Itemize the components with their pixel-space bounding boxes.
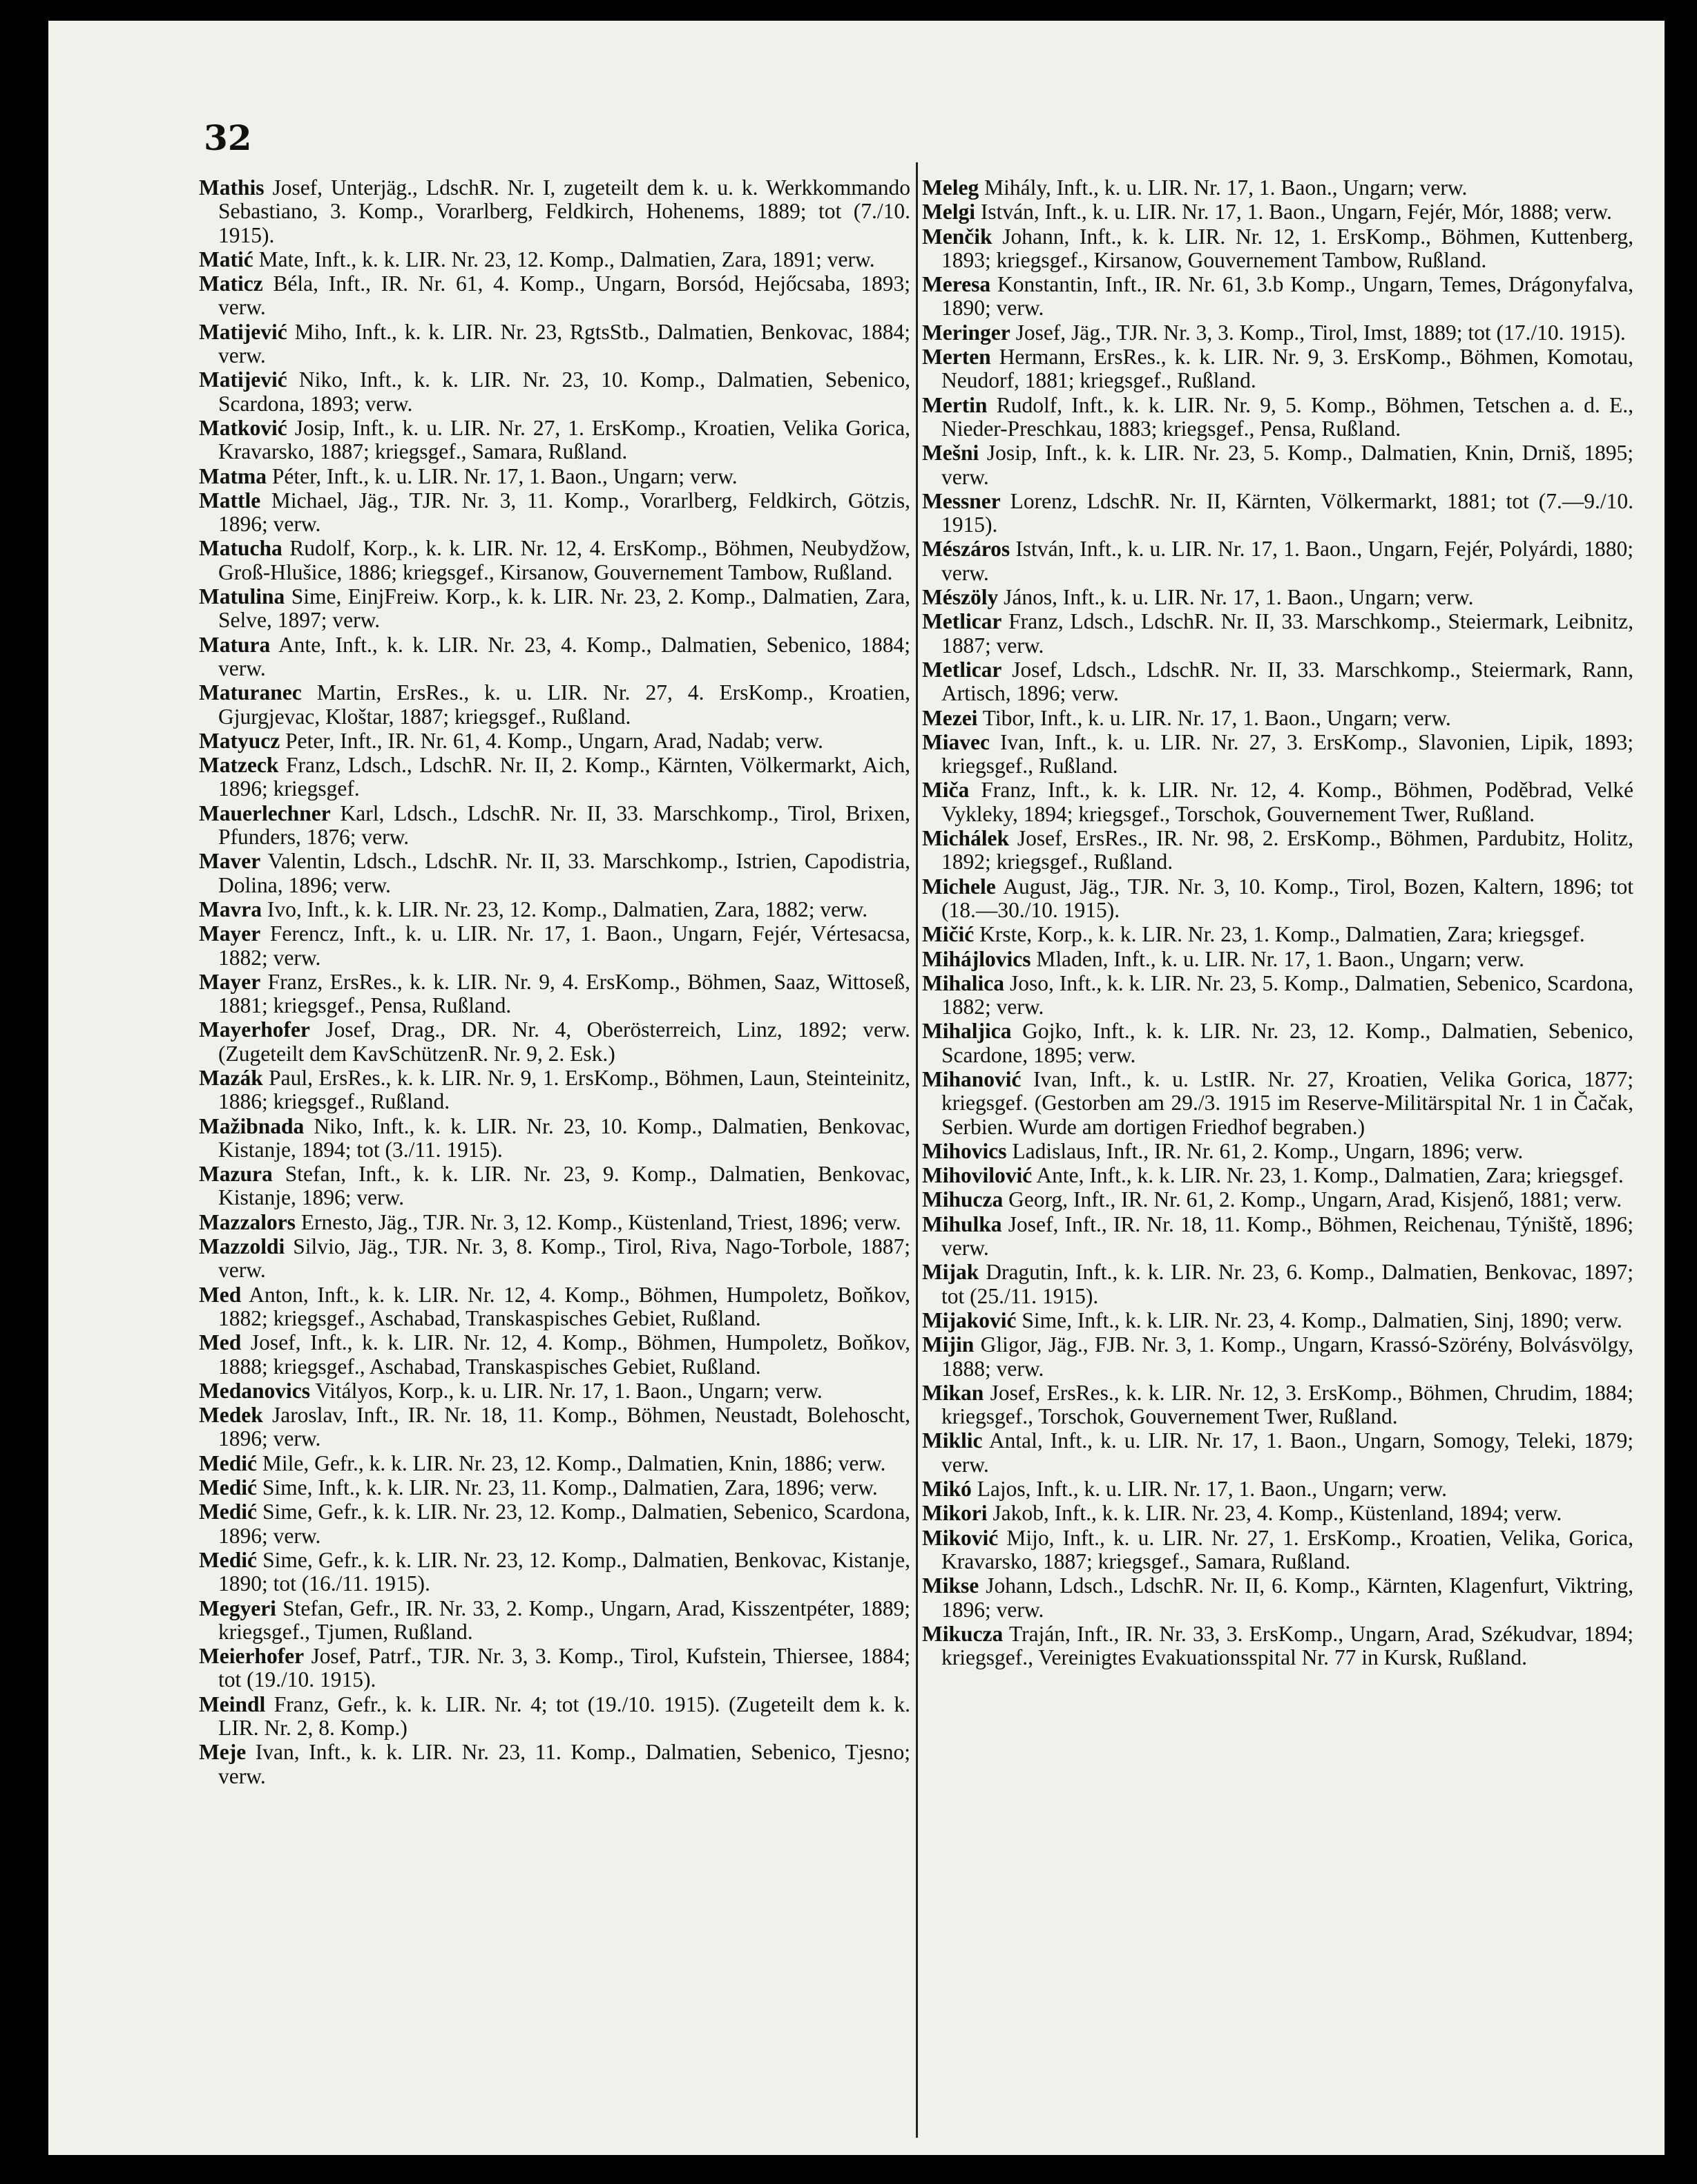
entry-details: Mladen, Inft., k. u. LIR. Nr. 17, 1. Baon., Ungarn; verw.	[1036, 946, 1524, 971]
entry-details: Niko, Inft., k. k. LIR. Nr. 23, 10. Komp., Dalmatien, Benkovac, Kistanje, 1894; tot (3./11. 1915).	[218, 1113, 910, 1162]
entry-details: Josip, Inft., k. u. LIR. Nr. 27, 1. ErsKomp., Kroatien, Velika Gorica, Kravarsko, 1887; kriegsgef., Samara, Rußland.	[218, 415, 911, 464]
entry-surname: Meindl	[199, 1692, 266, 1716]
entry-details: Ante, Inft., k. k. LIR. Nr. 23, 1. Komp., Dalmatien, Zara; kriegsgef.	[1036, 1163, 1624, 1188]
register-entry	[199, 850, 910, 897]
entry-details: Miho, Inft., k. k. LIR. Nr. 23, RgtsStb., Dalmatien, Benkovac, 1884; verw.	[218, 319, 910, 368]
register-entry	[199, 1549, 910, 1596]
entry-details: Paul, ErsRes., k. k. LIR. Nr. 9, 1. ErsKomp., Böhmen, Laun, Steinteinitz, 1886; kriegsgef., Rußland.	[218, 1065, 910, 1114]
entry-details: Josef, Patrf., TJR. Nr. 3, 3. Komp., Tirol, Kufstein, Thiersee, 1884; tot (19./10. 1915).	[218, 1644, 910, 1692]
entry-surname: Mészöly	[922, 585, 999, 610]
register-entry	[199, 272, 910, 320]
entry-details: Johann, Inft., k. k. LIR. Nr. 12, 1. ErsKomp., Böhmen, Kuttenberg, 1893; kriegsgef., Kirsanow, Gouvernement Tambow, Rußland.	[941, 224, 1633, 272]
register-entry	[922, 345, 1633, 393]
register-entry	[199, 898, 910, 921]
entry-details: Rudolf, Korp., k. k. LIR. Nr. 12, 4. ErsKomp., Böhmen, Neubydžow, Groß-Hlušice, 1886; kriegsgef., Kirsanow, Gouvernement Tambow, Rußland.	[218, 536, 910, 584]
register-entry	[199, 585, 910, 633]
register-entry	[922, 1164, 1633, 1187]
register-entry	[922, 1140, 1633, 1163]
entry-details: Gojko, Inft., k. k. LIR. Nr. 23, 12. Komp., Dalmatien, Sebenico, Scardone, 1895; verw.	[941, 1019, 1634, 1067]
register-entry	[922, 176, 1633, 200]
entry-details: Mihály, Inft., k. u. LIR. Nr. 17, 1. Baon., Ungarn; verw.	[984, 175, 1468, 200]
entry-details: Lajos, Inft., k. u. LIR. Nr. 17, 1. Baon., Ungarn; verw.	[977, 1477, 1447, 1502]
entry-details: Josef, ErsRes., IR. Nr. 98, 2. ErsKomp., Böhmen, Pardubitz, Holitz, 1892; kriegsgef., Rußland.	[941, 826, 1634, 874]
register-entry	[199, 1476, 910, 1500]
entry-surname: Mihaljica	[922, 1019, 1012, 1044]
entry-surname: Mauerlechner	[199, 801, 331, 825]
entry-surname: Mikó	[922, 1477, 972, 1502]
register-entry	[199, 416, 910, 464]
entry-surname: Mazák	[199, 1065, 263, 1090]
entry-details: Josef, Inft., k. k. LIR. Nr. 12, 4. Komp., Böhmen, Humpoletz, Boňkov, 1888; kriegsgef., Aschabad, Transkaspisches Gebiet, Rußland.	[218, 1330, 911, 1379]
entry-details: Sime, Inft., k. k. LIR. Nr. 23, 11. Komp., Dalmatien, Zara, 1896; verw.	[262, 1475, 878, 1500]
entry-surname: Miavec	[922, 729, 990, 754]
register-entry	[922, 778, 1633, 826]
entry-details: Hermann, ErsRes., k. k. LIR. Nr. 9, 3. ErsKomp., Böhmen, Komotau, Neudorf, 1881; kriegsgef., Rußland.	[941, 345, 1634, 393]
register-entry	[922, 1333, 1633, 1381]
register-entry	[199, 1597, 910, 1645]
register-entry	[199, 1500, 910, 1548]
entry-surname: Matzeck	[199, 753, 279, 778]
register-entry	[199, 802, 910, 850]
entry-surname: Matyucz	[199, 728, 280, 753]
entry-details: Josef, Ldsch., LdschR. Nr. II, 33. Marschkomp., Steiermark, Rann, Artisch, 1896; verw.	[941, 657, 1634, 706]
entry-surname: Matić	[199, 247, 253, 271]
entry-surname: Menčik	[922, 224, 993, 249]
register-entry	[922, 658, 1633, 706]
entry-details: Mate, Inft., k. k. LIR. Nr. 23, 12. Komp., Dalmatien, Zara, 1891; verw.	[258, 247, 875, 271]
entry-details: Sime, Inft., k. k. LIR. Nr. 23, 4. Komp., Dalmatien, Sinj, 1890; verw.	[1022, 1307, 1622, 1332]
entry-details: Mijo, Inft., k. u. LIR. Nr. 27, 1. ErsKomp., Kroatien, Velika, Gorica, Kravarsko, 1887; kriegsgef., Samara, Rußland.	[941, 1525, 1633, 1573]
entry-details: Josef, Unterjäg., LdschR. Nr. I, zugeteilt dem k. u. k. Werkkommando Sebastiano, 3. Komp., Vorarlberg, Feldkirch, Hohenems, 1889; tot (7./10. 1915).	[218, 175, 911, 247]
entry-surname: Matura	[199, 632, 271, 657]
entry-surname: Mihulka	[922, 1211, 1002, 1236]
entry-details: Stefan, Gefr., IR. Nr. 33, 2. Komp., Ungarn, Arad, Kisszentpéter, 1889; kriegsgef., Tjumen, Rußland.	[218, 1596, 910, 1644]
register-entry	[922, 273, 1633, 320]
register-entry	[199, 465, 910, 488]
page-number: 32	[204, 117, 252, 158]
entry-surname: Michálek	[922, 826, 1009, 851]
register-entry	[922, 948, 1633, 971]
register-entry	[199, 489, 910, 537]
entry-surname: Mazzoldi	[199, 1234, 285, 1259]
entry-surname: Michele	[922, 874, 996, 899]
register-entry	[199, 729, 910, 753]
entry-details: August, Jäg., TJR. Nr. 3, 10. Komp., Tirol, Bozen, Kaltern, 1896; tot (18.—30./10. 1915).	[941, 874, 1633, 922]
entry-details: Péter, Inft., k. u. LIR. Nr. 17, 1. Baon., Ungarn; verw.	[271, 463, 738, 488]
entry-surname: Mavra	[199, 897, 262, 921]
entry-surname: Meresa	[922, 272, 991, 297]
entry-details: Dragutin, Inft., k. k. LIR. Nr. 23, 6. Komp., Dalmatien, Benkovac, 1897; tot (25./11. 1915).	[941, 1260, 1634, 1308]
register-entry	[199, 681, 910, 729]
register-entry	[922, 1213, 1633, 1261]
register-entry	[199, 1645, 910, 1692]
register-entry	[922, 1477, 1633, 1501]
entry-surname: Mikse	[922, 1573, 979, 1598]
entry-details: Ladislaus, Inft., IR. Nr. 61, 2. Komp., Ungarn, 1896; verw.	[1012, 1138, 1524, 1163]
entry-surname: Mayer	[199, 921, 261, 946]
register-entry	[922, 1622, 1633, 1670]
entry-surname: Mikucza	[922, 1621, 1004, 1646]
register-entry	[922, 1429, 1633, 1477]
entry-surname: Matković	[199, 415, 287, 440]
entry-details: Anton, Inft., k. k. LIR. Nr. 12, 4. Komp., Böhmen, Humpoletz, Boňkov, 1882; kriegsgef., Aschabad, Transkaspisches Gebiet, Rußland.	[218, 1282, 910, 1330]
entry-surname: Mayer	[199, 969, 261, 994]
entry-surname: Mathis	[199, 175, 265, 200]
register-entry	[199, 176, 910, 247]
register-entry	[922, 972, 1633, 1019]
entry-details: Lorenz, LdschR. Nr. II, Kärnten, Völkermarkt, 1881; tot (7.—9./10. 1915).	[941, 488, 1633, 537]
register-entry	[922, 610, 1633, 658]
entry-surname: Mičić	[922, 922, 975, 947]
entry-surname: Medek	[199, 1403, 263, 1428]
entry-details: Gligor, Jäg., FJB. Nr. 3, 1. Komp., Ungarn, Krassó-Szörény, Bolvásvölgy, 1888; verw.	[941, 1332, 1633, 1381]
entry-surname: Medić	[199, 1475, 257, 1500]
register-entry	[922, 1526, 1633, 1574]
register-entry	[922, 225, 1633, 273]
entry-details: Franz, Ldsch., LdschR. Nr. II, 2. Komp., Kärnten, Völkermarkt, Aich, 1896; kriegsgef.	[218, 753, 911, 801]
entry-surname: Melgi	[922, 200, 975, 224]
entry-details: Franz, ErsRes., k. k. LIR. Nr. 9, 4. ErsKomp., Böhmen, Saaz, Wittoseß, 1881; kriegsgef., Pensa, Rußland.	[218, 969, 911, 1018]
entry-details: Josef, Drag., DR. Nr. 4, Oberösterreich, Linz, 1892; verw. (Zugeteilt dem KavSchützenR. Nr. 9, 2. Esk.)	[218, 1017, 910, 1066]
register-entry	[922, 707, 1633, 730]
entry-surname: Meierhofer	[199, 1644, 305, 1669]
entry-details: Ivo, Inft., k. k. LIR. Nr. 23, 12. Komp., Dalmatien, Zara, 1882; verw.	[267, 897, 868, 921]
entry-details: Ferencz, Inft., k. u. LIR. Nr. 17, 1. Baon., Ungarn, Fejér, Vértesacsa, 1882; verw.	[218, 921, 911, 970]
entry-surname: Medić	[199, 1450, 257, 1475]
register-entry	[199, 1162, 910, 1210]
entry-details: Sime, EinjFreiw. Korp., k. k. LIR. Nr. 23, 2. Komp., Dalmatien, Zara, Selve, 1897; verw.	[218, 584, 910, 633]
register-entry	[199, 248, 910, 271]
entry-details: Franz, Inft., k. k. LIR. Nr. 12, 4. Komp., Böhmen, Poděbrad, Velké Vykleky, 1894; kriegsgef., Torschok, Gouvernement Twer, Rußland.	[941, 778, 1634, 826]
entry-details: Franz, Gefr., k. k. LIR. Nr. 4; tot (19./10. 1915). (Zugeteilt dem k. k. LIR. Nr. 2, 8. Komp.)	[218, 1692, 911, 1740]
entry-surname: Merten	[922, 345, 991, 370]
entry-details: Martin, ErsRes., k. u. LIR. Nr. 27, 4. ErsKomp., Kroatien, Gjurgjevac, Kloštar, 1887; kriegsgef., Rußland.	[218, 680, 910, 729]
entry-details: Josef, ErsRes., k. k. LIR. Nr. 12, 3. ErsKomp., Böhmen, Chrudim, 1884; kriegsgef., Torschok, Gouvernement Twer, Rußland.	[941, 1380, 1633, 1429]
register-entry	[199, 368, 910, 416]
register-entry	[922, 321, 1633, 345]
register-entry	[922, 1261, 1633, 1308]
entry-details: Traján, Inft., IR. Nr. 33, 3. ErsKomp., Ungarn, Arad, Székudvar, 1894; kriegsgef., Vereinigtes Evakuationsspital Nr. 77 in Kursk, Rußland.	[941, 1621, 1633, 1670]
entry-details: Ante, Inft., k. k. LIR. Nr. 23, 4. Komp., Dalmatien, Sebenico, 1884; verw.	[218, 632, 910, 680]
entry-details: Josef, Jäg., TJR. Nr. 3, 3. Komp., Tirol, Imst, 1889; tot (17./10. 1915).	[1015, 320, 1626, 345]
entry-details: Joso, Inft., k. k. LIR. Nr. 23, 5. Komp., Dalmatien, Sebenico, Scardona, 1882; verw.	[941, 970, 1634, 1019]
register-entry	[922, 586, 1633, 609]
entry-surname: Medić	[199, 1500, 257, 1524]
entry-details: István, Inft., k. u. LIR. Nr. 17, 1. Baon., Ungarn, Fejér, Polyárdi, 1880; verw.	[941, 537, 1634, 585]
entry-details: Rudolf, Inft., k. k. LIR. Nr. 9, 5. Komp., Böhmen, Tetschen a. d. E., Nieder-Preschkau, 1883; kriegsgef., Pensa, Rußland.	[941, 392, 1633, 441]
entry-details: Krste, Korp., k. k. LIR. Nr. 23, 1. Komp., Dalmatien, Zara; kriegsgef.	[979, 922, 1585, 947]
entry-surname: Mijaković	[922, 1307, 1017, 1332]
register-entry	[199, 1331, 910, 1379]
register-entry	[199, 1283, 910, 1331]
entry-surname: Mazura	[199, 1162, 273, 1187]
register-entry	[199, 1693, 910, 1741]
entry-surname: Meje	[199, 1740, 247, 1765]
register-entry	[199, 754, 910, 801]
entry-details: János, Inft., k. u. LIR. Nr. 17, 1. Baon., Ungarn; verw.	[1004, 585, 1474, 610]
register-entry	[199, 922, 910, 970]
register-entry	[199, 1379, 910, 1403]
entry-details: Josef, Inft., IR. Nr. 18, 11. Komp., Böhmen, Reichenau, Týniště, 1896; verw.	[941, 1211, 1633, 1261]
entry-surname: Maver	[199, 849, 261, 874]
register-entry	[922, 537, 1633, 585]
register-entry	[199, 537, 910, 584]
entry-details: Peter, Inft., IR. Nr. 61, 4. Komp., Ungarn, Arad, Nadab; verw.	[285, 728, 823, 753]
entry-details: Josip, Inft., k. k. LIR. Nr. 23, 5. Komp., Dalmatien, Knin, Drniš, 1895; verw.	[941, 441, 1634, 489]
register-entry	[199, 1066, 910, 1114]
entry-surname: Matulina	[199, 584, 285, 609]
entry-surname: Mihanović	[922, 1066, 1022, 1091]
entry-details: Tibor, Inft., k. u. LIR. Nr. 17, 1. Baon., Ungarn; verw.	[982, 705, 1451, 730]
register-entry	[922, 827, 1633, 874]
entry-surname: Maturanec	[199, 680, 302, 705]
entry-surname: Mihovics	[922, 1138, 1007, 1163]
entry-details: Johann, Ldsch., LdschR. Nr. II, 6. Komp., Kärnten, Klagenfurt, Viktring, 1896; verw.	[941, 1573, 1634, 1622]
register-entry	[199, 1211, 910, 1234]
entry-surname: Med	[199, 1330, 242, 1355]
entry-details: Konstantin, Inft., IR. Nr. 61, 3.b Komp., Ungarn, Temes, Drágonyfalva, 1890; verw.	[941, 272, 1633, 320]
entry-surname: Mijak	[922, 1260, 979, 1285]
entry-surname: Miča	[922, 778, 970, 803]
entry-details: Georg, Inft., IR. Nr. 61, 2. Komp., Ungarn, Arad, Kisjenő, 1881; verw.	[1008, 1187, 1622, 1212]
entry-surname: Mezei	[922, 705, 978, 730]
register-entry	[922, 1574, 1633, 1622]
entry-surname: Mikan	[922, 1380, 984, 1405]
register-entry	[922, 875, 1633, 923]
entry-surname: Maticz	[199, 271, 263, 296]
register-entry	[922, 1309, 1633, 1332]
entry-surname: Megyeri	[199, 1596, 276, 1620]
register-entry	[199, 1018, 910, 1066]
entry-details: Sime, Gefr., k. k. LIR. Nr. 23, 12. Komp., Dalmatien, Sebenico, Scardona, 1896; verw.	[218, 1500, 910, 1548]
register-entry	[922, 1502, 1633, 1525]
entry-surname: Matma	[199, 463, 267, 488]
register-entry	[922, 1019, 1633, 1067]
register-entry	[922, 441, 1633, 489]
entry-surname: Med	[199, 1282, 242, 1307]
entry-surname: Mattle	[199, 488, 261, 513]
register-entry	[922, 731, 1633, 778]
entry-surname: Mihovilović	[922, 1163, 1033, 1188]
register-entry	[199, 1452, 910, 1475]
scanned-page	[48, 21, 1665, 2155]
entry-surname: Meringer	[922, 320, 1010, 345]
entry-details: Stefan, Inft., k. k. LIR. Nr. 23, 9. Komp., Dalmatien, Benkovac, Kistanje, 1896; verw.	[218, 1162, 910, 1210]
entry-details: Antal, Inft., k. u. LIR. Nr. 17, 1. Baon., Ungarn, Somogy, Teleki, 1879; verw.	[941, 1428, 1633, 1477]
entry-surname: Matijević	[199, 367, 287, 392]
entry-details: Ivan, Inft., k. u. LstIR. Nr. 27, Kroatien, Velika Gorica, 1877; kriegsgef. (Gestorben am 29./3. 1915 im Reserve-Militärspital Nr. 1 in Čačak, Serbien. Wurde am dortigen Friedhof begraben.)	[941, 1066, 1634, 1139]
entry-details: István, Inft., k. u. LIR. Nr. 17, 1. Baon., Ungarn, Fejér, Mór, 1888; verw.	[980, 200, 1612, 224]
entry-surname: Medanovics	[199, 1378, 310, 1403]
entry-details: Sime, Gefr., k. k. LIR. Nr. 23, 12. Komp., Dalmatien, Benkovac, Kistanje, 1890; tot (16./11. 1915).	[218, 1547, 911, 1596]
entry-surname: Metlicar	[922, 657, 1002, 682]
entry-surname: Mertin	[922, 392, 988, 417]
entry-surname: Meleg	[922, 175, 979, 200]
register-entry	[922, 394, 1633, 441]
register-entry	[199, 320, 910, 368]
entry-details: Franz, Ldsch., LdschR. Nr. II, 33. Marschkomp., Steiermark, Leibnitz, 1887; verw.	[941, 609, 1633, 658]
register-entry	[199, 1404, 910, 1451]
register-entry	[922, 1068, 1633, 1139]
entry-surname: Mešni	[922, 441, 979, 466]
right-column	[922, 176, 1633, 1670]
register-entry	[922, 490, 1633, 537]
entry-surname: Mihalica	[922, 970, 1004, 995]
entry-surname: Mihájlovics	[922, 946, 1031, 971]
entry-details: Mile, Gefr., k. k. LIR. Nr. 23, 12. Komp., Dalmatien, Knin, 1886; verw.	[262, 1450, 886, 1475]
entry-details: Jaroslav, Inft., IR. Nr. 18, 11. Komp., Böhmen, Neustadt, Bolehoscht, 1896; verw.	[218, 1403, 910, 1451]
entry-surname: Miković	[922, 1525, 999, 1550]
entry-details: Valentin, Ldsch., LdschR. Nr. II, 33. Marschkomp., Istrien, Capodistria, Dolina, 1896; verw.	[218, 849, 910, 897]
entry-surname: Mazzalors	[199, 1209, 296, 1234]
entry-surname: Matucha	[199, 536, 282, 561]
entry-surname: Matijević	[199, 319, 287, 344]
register-entry	[199, 970, 910, 1018]
entry-details: Ivan, Inft., k. u. LIR. Nr. 27, 3. ErsKomp., Slavonien, Lipik, 1893; kriegsgef., Rußland.	[941, 729, 1633, 778]
entry-surname: Mayerhofer	[199, 1017, 310, 1042]
entry-surname: Mažibnada	[199, 1113, 305, 1138]
entry-details: Vitályos, Korp., k. u. LIR. Nr. 17, 1. Baon., Ungarn; verw.	[315, 1378, 823, 1403]
register-entry	[199, 1235, 910, 1283]
entry-details: Karl, Ldsch., LdschR. Nr. II, 33. Marschkomp., Tirol, Brixen, Pfunders, 1876; verw.	[218, 801, 911, 850]
register-entry	[922, 923, 1633, 946]
entry-surname: Medić	[199, 1547, 257, 1572]
entry-details: Michael, Jäg., TJR. Nr. 3, 11. Komp., Vorarlberg, Feldkirch, Götzis, 1896; verw.	[218, 488, 910, 537]
left-column	[199, 176, 910, 1789]
register-entry	[199, 1115, 910, 1162]
entry-surname: Miklic	[922, 1428, 983, 1453]
entry-details: Jakob, Inft., k. k. LIR. Nr. 23, 4. Komp., Küstenland, 1894; verw.	[993, 1501, 1562, 1526]
register-entry	[922, 1188, 1633, 1211]
entry-surname: Mihucza	[922, 1187, 1004, 1212]
entry-surname: Mészáros	[922, 537, 1010, 562]
register-entry	[922, 200, 1633, 224]
entry-details: Niko, Inft., k. k. LIR. Nr. 23, 10. Komp., Dalmatien, Sebenico, Scardona, 1893; verw.	[218, 367, 911, 416]
register-entry	[922, 1381, 1633, 1429]
entry-details: Ernesto, Jäg., TJR. Nr. 3, 12. Komp., Küstenland, Triest, 1896; verw.	[300, 1209, 901, 1234]
entry-surname: Metlicar	[922, 609, 1002, 634]
entry-details: Béla, Inft., IR. Nr. 61, 4. Komp., Ungarn, Borsód, Hejőcsaba, 1893; verw.	[218, 271, 910, 320]
register-entry	[199, 1741, 910, 1788]
register-entry	[199, 633, 910, 681]
entry-details: Silvio, Jäg., TJR. Nr. 3, 8. Komp., Tirol, Riva, Nago-Torbole, 1887; verw.	[218, 1234, 911, 1283]
column-divider	[916, 162, 918, 2138]
entry-details: Ivan, Inft., k. k. LIR. Nr. 23, 11. Komp., Dalmatien, Sebenico, Tjesno; verw.	[218, 1740, 910, 1788]
entry-surname: Messner	[922, 488, 1001, 513]
entry-surname: Mikori	[922, 1501, 988, 1526]
entry-surname: Mijin	[922, 1332, 975, 1357]
